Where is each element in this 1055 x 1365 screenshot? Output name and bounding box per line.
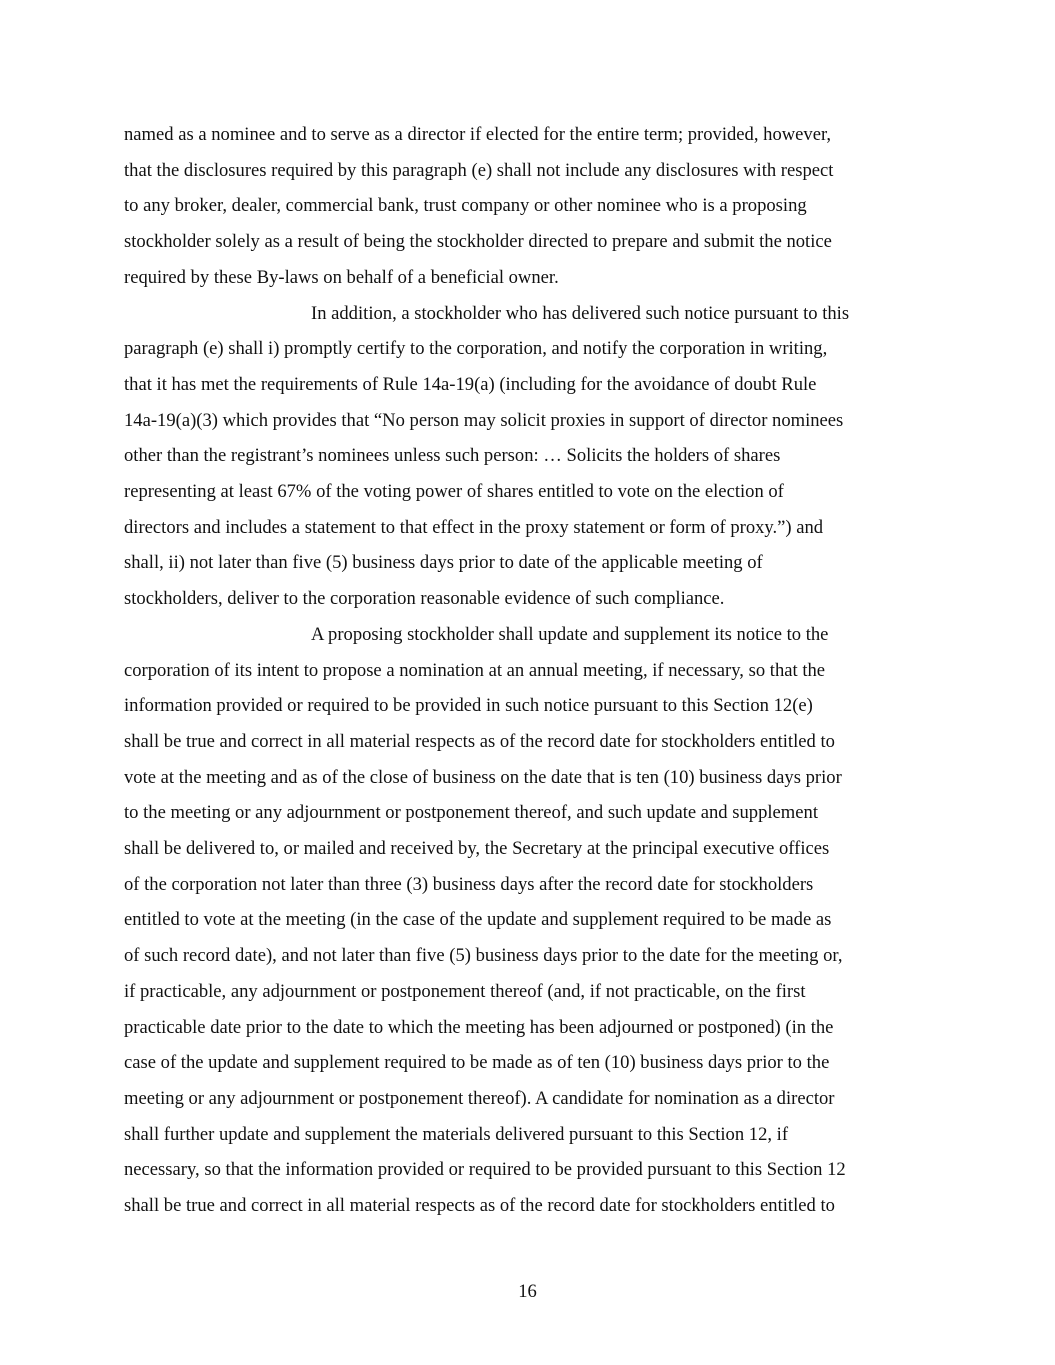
paragraph-2-line: paragraph (e) shall i) promptly certify to the corporation, and notify the corporation in writing, [124, 338, 828, 360]
paragraph-3-line: to the meeting or any adjournment or postponement thereof, and such update and supplement [124, 802, 818, 824]
paragraph-3-line: information provided or required to be provided in such notice pursuant to this Section 12(e) [124, 695, 813, 717]
paragraph-2-line: representing at least 67% of the voting power of shares entitled to vote on the election of [124, 481, 784, 502]
paragraph-3-line: of the corporation not later than three (3) business days after the record date for stockholders [124, 873, 814, 895]
paragraph-3-line: necessary, so that the information provided or required to be provided pursuant to this Section 12 [124, 1159, 846, 1181]
paragraph-2-line: other than the registrant’s nominees unless such person: … Solicits the holders of shares [124, 445, 781, 467]
paragraph-3-line: shall be true and correct in all material respects as of the record date for stockholders entitled to [124, 730, 835, 752]
paragraph-3-line: shall be true and correct in all material respects as of the record date for stockholders entitled to [124, 1195, 835, 1216]
paragraph-3-line: corporation of its intent to propose a nomination at an annual meeting, if necessary, so that the [124, 659, 826, 681]
page-number: 16 [518, 1281, 537, 1302]
paragraph-1-line: required by these By-laws on behalf of a beneficial owner. [124, 266, 559, 288]
paragraph-1-line: stockholder solely as a result of being the stockholder directed to prepare and submit the notice [124, 231, 832, 253]
paragraph-3-line: shall further update and supplement the materials delivered pursuant to this Section 12, if [124, 1123, 789, 1145]
paragraph-2-line: that it has met the requirements of Rule 14a-19(a) (including for the avoidance of doubt Rule [124, 373, 817, 395]
paragraph-3-line: vote at the meeting and as of the close of business on the date that is ten (10) business days prior [124, 766, 842, 788]
paragraph-1-line: named as a nominee and to serve as a director if elected for the entire term; provided, however, [124, 124, 832, 145]
paragraph-3-line: meeting or any adjournment or postponement thereof). A candidate for nomination as a director [124, 1087, 835, 1109]
paragraph-2-line: directors and includes a statement to that effect in the proxy statement or form of proxy.”) and [124, 516, 824, 538]
paragraph-3-line: case of the update and supplement required to be made as of ten (10) business days prior to the [124, 1052, 830, 1074]
paragraph-3-line: if practicable, any adjournment or postponement thereof (and, if not practicable, on the first [124, 980, 806, 1002]
paragraph-2-line: shall, ii) not later than five (5) business days prior to date of the applicable meeting of [124, 552, 763, 574]
paragraph-2-line: 14a-19(a)(3) which provides that “No person may solicit proxies in support of director nominees [124, 409, 844, 431]
paragraph-3-line: A proposing stockholder shall update and supplement its notice to the [311, 623, 829, 645]
paragraph-3-line: practicable date prior to the date to which the meeting has been adjourned or postponed) (in the [124, 1016, 834, 1038]
paragraph-1-line: to any broker, dealer, commercial bank, trust company or other nominee who is a proposing [124, 195, 807, 217]
paragraph-1-line: that the disclosures required by this paragraph (e) shall not include any disclosures with respect [124, 159, 834, 181]
paragraph-3-line: shall be delivered to, or mailed and received by, the Secretary at the principal executive offices [124, 838, 830, 859]
paragraph-2-line: stockholders, deliver to the corporation reasonable evidence of such compliance. [124, 588, 725, 610]
paragraph-3-line: of such record date), and not later than five (5) business days prior to the date for the meeting or, [124, 945, 843, 967]
paragraph-2-line: In addition, a stockholder who has delivered such notice pursuant to this [311, 302, 850, 324]
paragraph-3-line: entitled to vote at the meeting (in the case of the update and supplement required to be made as [124, 909, 832, 931]
